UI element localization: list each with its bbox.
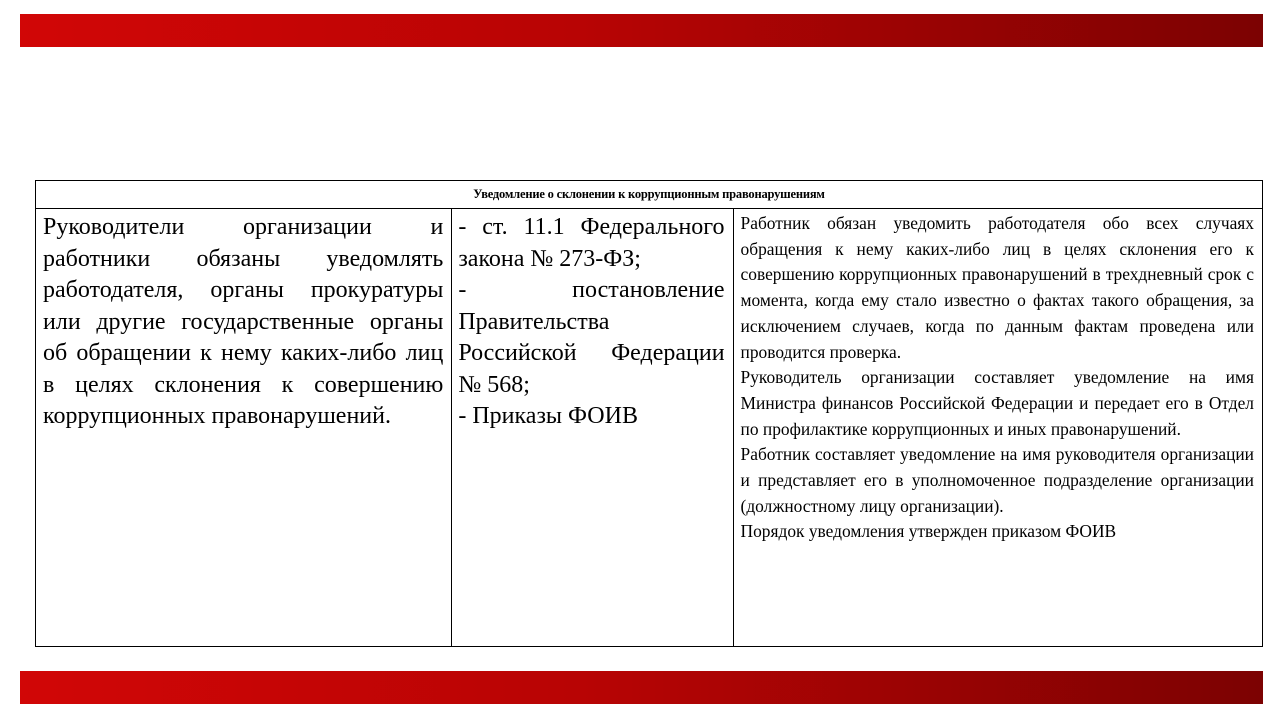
legal-basis-item: - Приказы ФОИВ bbox=[458, 403, 638, 429]
table-content-row bbox=[36, 209, 1263, 647]
table-title-row bbox=[36, 181, 1263, 209]
procedure-paragraph: Порядок уведомления утвержден приказом ФОИВ bbox=[740, 521, 1117, 542]
bottom-decorative-band bbox=[20, 671, 1263, 704]
table-title: Уведомление о склонении к коррупционным правонарушениям bbox=[36, 181, 1263, 209]
legal-basis-item: - ст. 11.1 Федерального закона № 273-ФЗ; bbox=[458, 214, 725, 272]
procedure-cell bbox=[733, 209, 1262, 647]
procedure-paragraph: Работник составляет уведомление на имя руководителя организации и представляет его в уполномоченное подразделение организации (должностному лицу организации). bbox=[740, 444, 1254, 516]
notification-table bbox=[35, 180, 1263, 647]
legal-basis-item: - постановление Правительства Российской Федерации № 568; bbox=[458, 277, 725, 398]
obligation-text: Руководители организации и работники обязаны уведомлять работодателя, органы прокуратуры или другие государственные органы об обращении к нему каких-либо лиц в целях склонения к совершению коррупционных правонарушений. bbox=[43, 214, 444, 429]
obligation-cell bbox=[36, 209, 452, 647]
procedure-paragraph: Работник обязан уведомить работодателя обо всех случаях обращения к нему каких-либо лиц в целях склонения его к совершению коррупционных правонарушений в трехдневный срок с момента, когда ему стало известно о фактах такого обращения, за исключением случаев, когда по данным фактам проведена или проводится проверка. bbox=[740, 213, 1254, 362]
top-decorative-band bbox=[20, 14, 1263, 47]
procedure-paragraph: Руководитель организации составляет уведомление на имя Министра финансов Российской Федерации и передает его в Отдел по профилактике коррупционных и иных правонарушений. bbox=[740, 367, 1254, 439]
legal-basis-cell bbox=[452, 209, 733, 647]
